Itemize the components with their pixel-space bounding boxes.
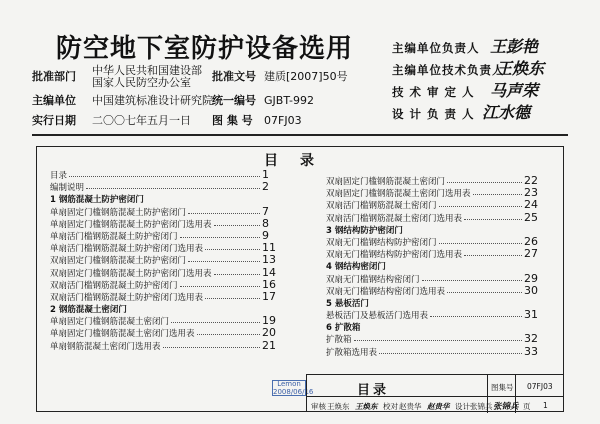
toc-leader xyxy=(354,340,522,341)
toc-leader xyxy=(205,298,260,299)
unified-no: GJBT-992 xyxy=(264,94,314,107)
toc-entry xyxy=(326,234,540,249)
editor-unit-label: 主编单位 xyxy=(32,94,76,107)
toc-entry xyxy=(50,216,274,231)
approval-dept-1: 中华人民共和国建设部 xyxy=(92,64,202,77)
impl-date: 二〇〇七年五月一日 xyxy=(92,114,191,127)
toc-page-number: 20 xyxy=(262,326,276,340)
toc-entry xyxy=(326,334,540,346)
toc-leader xyxy=(439,206,522,207)
toc-page-number: 29 xyxy=(524,271,538,285)
atlas-no-label: 图 集 号 xyxy=(212,114,253,127)
signature-role-3: 技 术 审 定 人 xyxy=(392,85,475,99)
toc-entry-text: 4 钢结构密闭门 xyxy=(326,262,386,273)
toc-page-number: 17 xyxy=(262,289,276,303)
signature-role-1: 主编单位负责人 xyxy=(392,41,480,55)
toc-page-number: 21 xyxy=(262,338,276,352)
tb-atlas-label: 图集号 xyxy=(491,383,514,392)
toc-entry xyxy=(326,271,540,286)
toc-entry-text: 双扇无门槛钢结构密闭门 xyxy=(326,274,420,285)
toc-entry-text: 双扇无门槛钢结构防护密闭门 xyxy=(326,237,437,248)
toc-leader xyxy=(464,219,522,220)
toc-entry-text: 目录 xyxy=(50,171,68,181)
toc-page-number: 27 xyxy=(524,247,538,261)
toc-entry xyxy=(50,194,274,206)
toc-entry-text: 双扇固定门槛钢筋混凝土密闭门 xyxy=(326,177,446,187)
toc-entry xyxy=(50,338,276,353)
toc-entry-text: 双扇无门槛钢结构密闭门选用表 xyxy=(326,286,446,297)
toc-entry xyxy=(326,261,540,273)
toc-entry-text: 扩散箱选用表 xyxy=(326,347,378,358)
tb-page-no: 1 xyxy=(543,401,548,410)
toc-page-number: 14 xyxy=(262,265,276,279)
title-block-name: 目录 xyxy=(357,383,390,398)
toc-leader xyxy=(464,255,522,256)
atlas-no: 07FJ03 xyxy=(264,114,302,127)
toc-entry-text: 双扇活门槛钢筋混凝土防护密闭门选用表 xyxy=(50,292,204,303)
toc-entry-text: 双扇活门槛钢筋混凝土防护密闭门 xyxy=(50,280,178,291)
toc-entry-text: 单扇活门槛钢筋混凝土防护密闭门 xyxy=(50,231,178,242)
toc-leader xyxy=(214,274,260,275)
toc-entry xyxy=(326,310,540,322)
toc-right-column xyxy=(326,176,540,359)
toc-page-number: 2 xyxy=(262,180,269,194)
toc-leader xyxy=(188,261,260,262)
toc-leader xyxy=(422,280,522,281)
toc-page-number: 13 xyxy=(262,253,276,267)
toc-entry-text: 单扇固定门槛钢筋混凝土防护密闭门 xyxy=(50,207,187,218)
editor-unit: 中国建筑标准设计研究院 xyxy=(92,94,213,107)
toc-entry xyxy=(50,328,274,340)
toc-page-number: 11 xyxy=(262,241,276,255)
toc-leader xyxy=(447,292,522,293)
toc-page-number: 33 xyxy=(524,344,538,358)
toc-entry-text: 单扇固定门槛钢筋混凝土防护密闭门选用表 xyxy=(50,219,212,230)
tb-check-name: 赵贵华 xyxy=(399,402,422,411)
approval-doc: 建质[2007]50号 xyxy=(264,70,348,83)
toc-leader xyxy=(379,353,522,354)
toc-entry-text: 双扇固定门槛钢筋混凝土防护密闭门选用表 xyxy=(50,268,212,279)
toc-entry xyxy=(326,322,540,334)
toc-leader xyxy=(473,194,522,195)
toc-leader xyxy=(439,243,522,244)
toc-page-number: 26 xyxy=(524,234,538,248)
toc-entry xyxy=(326,176,540,188)
document-title: 防空地下室防护设备选用 xyxy=(56,34,354,64)
toc-page-number: 32 xyxy=(524,332,538,346)
toc-entry xyxy=(50,228,274,243)
toc-page-number: 9 xyxy=(262,228,269,242)
toc-leader xyxy=(447,182,522,183)
toc-entry xyxy=(326,200,540,212)
toc-entry-text: 单扇固定门槛钢筋混凝土密闭门 xyxy=(50,317,170,328)
toc-entry-text: 1 钢筋混凝土防护密闭门 xyxy=(50,195,144,206)
toc-entry xyxy=(326,298,540,310)
tb-check-label: 校对 xyxy=(383,402,398,411)
toc-entry-text: 单扇钢筋混凝土密闭门选用表 xyxy=(50,341,161,352)
approval-dept-2: 国家人民防空办公室 xyxy=(92,76,191,89)
stamp-line-1: Lemon xyxy=(277,380,301,388)
toc-entry-text: 单扇固定门槛钢筋混凝土密闭门选用表 xyxy=(50,329,195,340)
toc-page-number: 19 xyxy=(262,314,276,328)
tb-design-label: 设计 xyxy=(455,402,470,411)
toc-entry-text: 双扇固定门槛钢筋混凝土防护密闭门 xyxy=(50,256,187,267)
toc-page-number: 23 xyxy=(524,186,538,200)
tb-review-label: 审核 xyxy=(311,402,326,411)
toc-entry-text: 3 钢结构防护密闭门 xyxy=(326,225,403,236)
toc-entry-text: 6 扩散箱 xyxy=(326,323,361,334)
signature-role-2: 主编单位技术负责人 xyxy=(392,63,505,77)
toc-entry xyxy=(326,344,540,359)
approval-dept-label: 批准部门 xyxy=(32,70,76,83)
toc-page-number: 31 xyxy=(524,308,538,322)
toc-leader xyxy=(214,225,260,226)
toc-entry-text: 扩散箱 xyxy=(326,335,352,346)
toc-leader xyxy=(197,334,260,335)
toc-leader xyxy=(69,176,260,177)
toc-page-number: 8 xyxy=(262,216,269,230)
tb-design-name: 张锦兵 xyxy=(470,402,493,411)
toc-entry-text: 悬板活门及悬板活门选用表 xyxy=(326,311,429,322)
unified-no-label: 统一编号 xyxy=(212,94,256,107)
tb-check-sig: 赵贵华 xyxy=(427,402,450,411)
tb-atlas-no: 07FJ03 xyxy=(527,382,553,391)
toc-entry-text: 单扇活门槛钢筋混凝土防护密闭门选用表 xyxy=(50,244,204,255)
toc-leader xyxy=(430,316,522,317)
toc-title: 目录 xyxy=(264,153,336,169)
tb-divider xyxy=(307,396,563,397)
toc-leader xyxy=(188,213,260,214)
title-block xyxy=(306,374,564,412)
tb-review-sig: 王焕东 xyxy=(355,402,378,411)
toc-entry xyxy=(50,170,274,182)
toc-entry-text: 双扇活门槛钢筋混凝土密闭门选用表 xyxy=(326,213,463,224)
toc-entry-text: 双扇无门槛钢结构防护密闭门选用表 xyxy=(326,250,463,261)
toc-entry xyxy=(326,283,540,298)
toc-entry-text: 双扇固定门槛钢筋混凝土密闭门选用表 xyxy=(326,189,471,200)
toc-page-number: 30 xyxy=(524,283,538,297)
toc-entry xyxy=(50,277,276,292)
impl-date-label: 实行日期 xyxy=(32,114,76,127)
tb-page-label: 页 xyxy=(523,402,531,411)
header-divider xyxy=(32,134,568,136)
toc-page-number: 16 xyxy=(262,277,276,291)
toc-entry xyxy=(50,243,274,255)
toc-page-number: 25 xyxy=(524,210,538,224)
toc-page-number: 22 xyxy=(524,174,538,187)
toc-entry xyxy=(50,265,276,280)
signature-name-1: 王彭艳 xyxy=(490,37,539,56)
toc-entry xyxy=(50,204,274,219)
tb-review-name: 王焕东 xyxy=(327,402,350,411)
signature-name-3: 马声荣 xyxy=(490,81,539,100)
toc-entry xyxy=(326,249,540,261)
toc-entry xyxy=(50,316,274,328)
tb-design-sig: 张锦兵 xyxy=(493,402,519,412)
signature-name-4: 江水德 xyxy=(482,103,531,122)
stamp-line-2: 2008/06/16 xyxy=(273,387,314,396)
toc-entry-text: 5 悬板活门 xyxy=(326,298,369,309)
toc-entry-text: 编制说明 xyxy=(50,183,85,194)
toc-entry xyxy=(326,188,540,200)
toc-entry xyxy=(326,225,540,237)
toc-leader xyxy=(163,347,260,348)
toc-page-number: 7 xyxy=(262,204,269,218)
signature-name-2: 王焕东 xyxy=(496,59,545,78)
toc-leader xyxy=(180,237,260,238)
toc-entry xyxy=(326,210,540,225)
toc-entry xyxy=(50,255,274,267)
toc-page-number: 1 xyxy=(262,168,269,181)
toc-leader xyxy=(205,249,260,250)
toc-entry-text: 双扇活门槛钢筋混凝土密闭门 xyxy=(326,201,437,212)
toc-leader xyxy=(86,188,260,189)
signature-role-4: 设 计 负 责 人 xyxy=(392,107,475,121)
toc-entry xyxy=(50,182,274,194)
toc-entry xyxy=(50,304,274,316)
toc-leader xyxy=(171,322,260,323)
toc-page-number: 24 xyxy=(524,198,538,212)
toc-leader xyxy=(180,286,260,287)
lemon-stamp xyxy=(272,380,314,396)
approval-doc-label: 批准文号 xyxy=(212,70,256,83)
toc-left-column xyxy=(50,170,274,353)
toc-entry xyxy=(50,289,276,304)
toc-entry-text: 2 钢筋混凝土密闭门 xyxy=(50,305,127,316)
